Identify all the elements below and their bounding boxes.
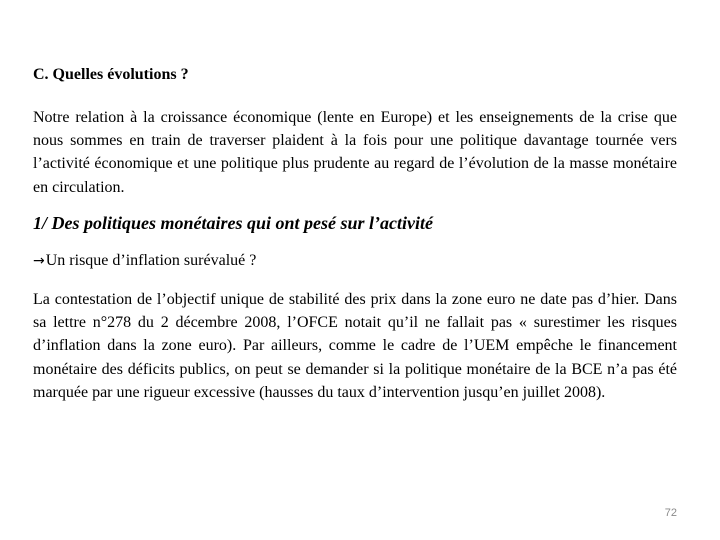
right-arrow-icon: → xyxy=(33,253,45,269)
section-title: C. Quelles évolutions ? xyxy=(33,66,189,83)
arrow-bullet-text: Un risque d’inflation surévalué ? xyxy=(45,252,257,269)
page-number: 72 xyxy=(664,507,677,519)
arrow-bullet-item xyxy=(33,252,256,270)
intro-paragraph: Notre relation à la croissance économique (lente en Europe) et les enseignements de la crise que nous sommes en train de traverser plaident à la fois pour une politique davantage tournée vers l’activité économique et une politique plus prudente au regard de l’évolution de la masse monétaire en circulation. xyxy=(33,109,677,196)
body-paragraph: La contestation de l’objectif unique de stabilité des prix dans la zone euro ne date pas d’hier. Dans sa lettre n°278 du 2 décembre 2008, l’OFCE notait qu’il ne fallait pas « surestimer les risques d’inflation dans la zone euro). Par ailleurs, comme le cadre de l’UEM empêche le financement monétaire des déficits publics, on peut se demander si la politique monétaire de la BCE n’a pas été marquée par une rigueur excessive (hausses du taux d’intervention jusqu’en juillet 2008). xyxy=(33,291,677,401)
subheading: 1/ Des politiques monétaires qui ont pesé sur l’activité xyxy=(33,213,433,233)
